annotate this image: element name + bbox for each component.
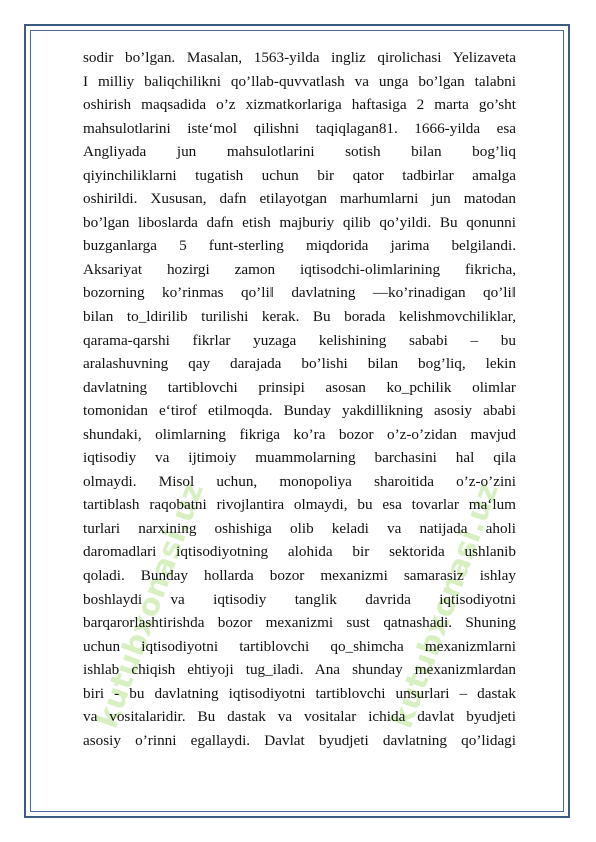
text-line: tomonidan e‘tirof etilmoqda. Bunday yakdillikning asosiy ababi bbox=[83, 402, 516, 420]
text-line: shundaki, olimlarning fikriga ko’ra bozor o’z-o’zidan mavjud bbox=[83, 425, 516, 443]
text-line: bo’lgan liboslarda dafn etish majburiy qilib qo’yildi. Bu qonunni bbox=[83, 213, 516, 231]
text-line: uchun iqtisodiyotni tartiblovchi qo_shimcha mexanizmlarni bbox=[83, 637, 516, 655]
text-line: bozorning ko’rinmas qo’li‖ davlatning ―ko’rinadigan qo’li‖ bbox=[83, 284, 516, 302]
text-line: barqarorlashtirishda bozor mexanizmi sust qatnashadi. Shuning bbox=[83, 614, 516, 632]
text-line: Aksariyat hozirgi zamon iqtisodchi-olimlarining fikricha, bbox=[83, 260, 516, 278]
text-line: oshirildi. Xususan, dafn etilayotgan marhumlarni jun matodan bbox=[83, 190, 516, 208]
text-line: aralashuvning qay darajada bo’lishi bilan bog’liq, lekin bbox=[83, 355, 516, 373]
text-line: buzganlarga 5 funt-sterling miqdorida jarima belgilandi. bbox=[83, 237, 516, 255]
text-line: qiyinchiliklarni tugatish uchun bir qator tadbirlar amalga bbox=[83, 166, 516, 184]
text-line: bilan to_ldirilib turilishi kerak. Bu borada kelishmovchiliklar, bbox=[83, 308, 516, 326]
text-line: qarama-qarshi fikrlar yuzaga kelishining sababi – bu bbox=[83, 331, 516, 349]
text-line: biri - bu davlatning iqtisodiyotni tartiblovchi unsurlari – dastak bbox=[83, 684, 516, 702]
paragraph bbox=[83, 46, 516, 752]
text-line: olmaydi. Misol uchun, monopoliya sharoitida o’z-o’zini bbox=[83, 472, 516, 490]
text-line: davlatning tartiblovchi prinsipi asosan ko_pchilik olimlar bbox=[83, 378, 516, 396]
text-line: oshirish maqsadida o’z xizmatkorlariga haftasiga 2 marta go’sht bbox=[83, 96, 516, 114]
text-line: I milliy baliqchilikni qo’llab-quvvatlash va unga bo’lgan talabni bbox=[83, 72, 516, 90]
watermark-text: kutubxonasi.uz bbox=[384, 477, 506, 733]
text-line: asosiy o’rinni egallaydi. Davlat byudjeti davlatning qo’lidagi bbox=[83, 731, 516, 749]
watermark-text: kutubxonasi.uz bbox=[89, 477, 211, 733]
text-line: qoladi. Bunday hollarda bozor mexanizmi samarasiz ishlay bbox=[83, 567, 516, 585]
text-line: ishlab chiqish ehtiyoji tug_iladi. Ana shunday mexanizmlardan bbox=[83, 661, 516, 679]
text-line: sodir bo’lgan. Masalan, 1563-yilda ingliz qirolichasi Yelizaveta bbox=[83, 49, 516, 66]
text-line: daromadlari iqtisodiyotning alohida bir sektorida ushlanib bbox=[83, 543, 516, 561]
text-line: iqtisodiy va ijtimoiy muammolarning barchasini hal qila bbox=[83, 449, 516, 467]
text-line: tartiblash raqobatni rivojlantira olmaydi, bu esa tovarlar ma‘lum bbox=[83, 496, 516, 514]
text-line: Angliyada jun mahsulotlarini sotish bilan bog’liq bbox=[83, 143, 516, 161]
document-body bbox=[83, 46, 516, 794]
text-line: mahsulotlarini iste‘mol qilishni taqiqlagan81. 1666-yilda esa bbox=[83, 119, 516, 137]
text-line: boshlaydi va iqtisodiy tanglik davrida iqtisodiyotni bbox=[83, 590, 516, 608]
text-line: turlari narxining oshishiga olib keladi va natijada aholi bbox=[83, 519, 516, 537]
text-line: va vositalaridir. Bu dastak va vositalar ichida davlat byudjeti bbox=[83, 708, 516, 726]
